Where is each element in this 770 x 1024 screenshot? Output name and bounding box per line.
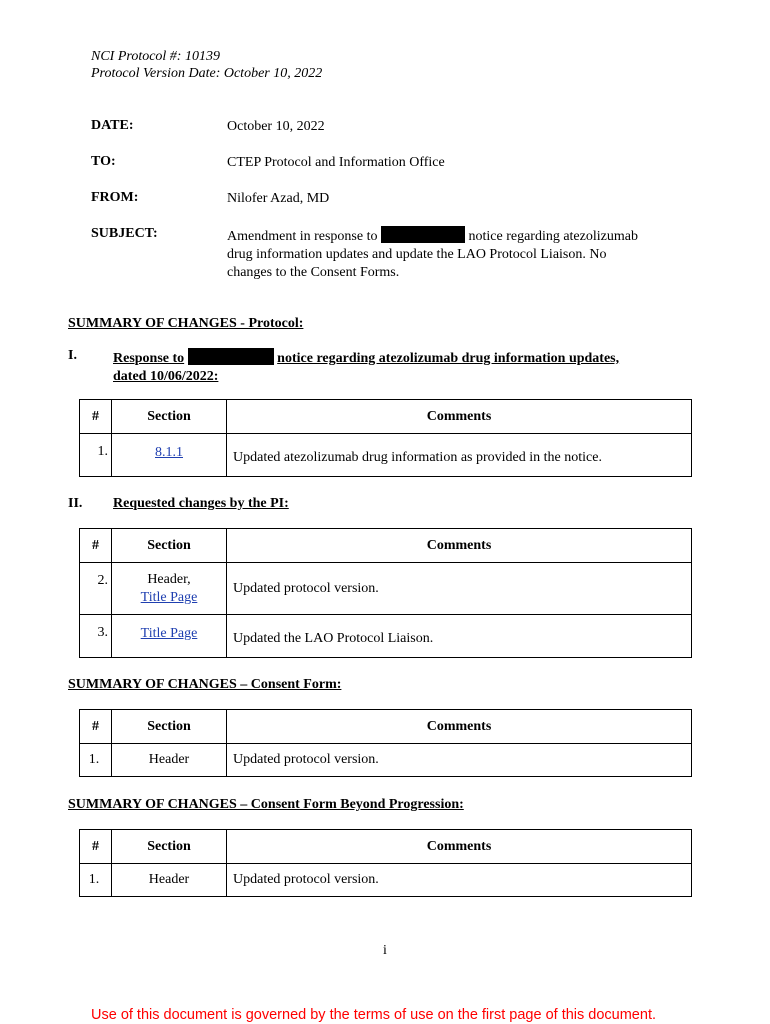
subject-line-2: drug information updates and update the LAO Protocol Liaison. No xyxy=(227,247,607,262)
row-number: 3. xyxy=(80,615,112,658)
column-header-section: Section xyxy=(112,710,227,744)
row-number: 2. xyxy=(80,563,112,615)
date-label: DATE: xyxy=(91,118,134,133)
table-row xyxy=(80,563,692,615)
row-section xyxy=(112,563,227,615)
subject-text-end: notice regarding atezolizumab xyxy=(468,229,638,244)
row-comment: Updated protocol version. xyxy=(227,563,692,615)
section-ii-heading: Requested changes by the PI: xyxy=(113,496,289,511)
redaction-box xyxy=(188,348,274,365)
column-header-number: # xyxy=(80,529,112,563)
subject-label: SUBJECT: xyxy=(91,226,158,241)
column-header-number: # xyxy=(80,400,112,434)
column-header-comments: Comments xyxy=(227,830,692,864)
column-header-section: Section xyxy=(112,400,227,434)
protocol-summary-title: SUMMARY OF CHANGES - Protocol: xyxy=(68,316,304,331)
from-value: Nilofer Azad, MD xyxy=(227,191,330,206)
column-header-comments: Comments xyxy=(227,710,692,744)
section-link-title-page[interactable]: Title Page xyxy=(140,590,198,605)
subject-text-start: Amendment in response to xyxy=(227,229,378,244)
table-header-row xyxy=(80,830,692,864)
subject-line-1 xyxy=(227,226,687,246)
row-section: Header xyxy=(112,864,227,897)
row-section xyxy=(112,615,227,658)
column-header-number: # xyxy=(80,710,112,744)
subject-value xyxy=(227,226,687,282)
row-comment: Updated protocol version. xyxy=(227,744,692,777)
column-header-comments: Comments xyxy=(227,400,692,434)
date-value: October 10, 2022 xyxy=(227,119,325,134)
section-numeral-ii: II. xyxy=(68,496,83,511)
subject-line-3: changes to the Consent Forms. xyxy=(227,265,400,280)
row-section xyxy=(112,434,227,477)
to-label: TO: xyxy=(91,154,116,169)
table-row xyxy=(80,864,692,897)
section-i-heading-end: notice regarding atezolizumab drug information updates, xyxy=(277,351,620,366)
column-header-section: Section xyxy=(112,830,227,864)
to-value: CTEP Protocol and Information Office xyxy=(227,155,445,170)
row-number: 1. xyxy=(80,864,112,897)
section-link-8-1-1[interactable]: 8.1.1 xyxy=(155,445,183,460)
consent-beyond-summary-title: SUMMARY OF CHANGES – Consent Form Beyond Progression: xyxy=(68,797,464,812)
row-number: 1. xyxy=(80,744,112,777)
section-i-heading-start: Response to xyxy=(113,351,185,366)
table-row xyxy=(80,744,692,777)
section-i-heading-date: dated 10/06/2022: xyxy=(113,369,219,384)
protocol-version-date: Protocol Version Date: October 10, 2022 xyxy=(91,66,323,81)
table-header-row xyxy=(80,529,692,563)
section-i-heading xyxy=(113,348,619,386)
row-section: Header xyxy=(112,744,227,777)
table-header-row xyxy=(80,400,692,434)
protocol-changes-table-2 xyxy=(79,528,692,658)
table-row xyxy=(80,434,692,477)
page-number: i xyxy=(383,943,387,958)
column-header-section: Section xyxy=(112,529,227,563)
consent-beyond-changes-table xyxy=(79,829,692,897)
row-number: 1. xyxy=(80,434,112,477)
consent-summary-title: SUMMARY OF CHANGES – Consent Form: xyxy=(68,677,342,692)
row-comment: Updated protocol version. xyxy=(227,864,692,897)
table-header-row xyxy=(80,710,692,744)
section-header-text: Header, xyxy=(147,572,191,587)
section-link-title-page[interactable]: Title Page xyxy=(140,626,198,641)
redaction-box xyxy=(381,226,465,243)
section-numeral-i: I. xyxy=(68,348,77,363)
table-row xyxy=(80,615,692,658)
from-label: FROM: xyxy=(91,190,139,205)
terms-of-use-notice: Use of this document is governed by the terms of use on the first page of this document. xyxy=(91,1007,656,1023)
protocol-number: NCI Protocol #: 10139 xyxy=(91,49,220,64)
row-comment: Updated the LAO Protocol Liaison. xyxy=(227,615,692,658)
column-header-number: # xyxy=(80,830,112,864)
protocol-changes-table-1 xyxy=(79,399,692,477)
running-header xyxy=(91,48,322,82)
row-comment: Updated atezolizumab drug information as provided in the notice. xyxy=(227,434,692,477)
consent-changes-table xyxy=(79,709,692,777)
column-header-comments: Comments xyxy=(227,529,692,563)
